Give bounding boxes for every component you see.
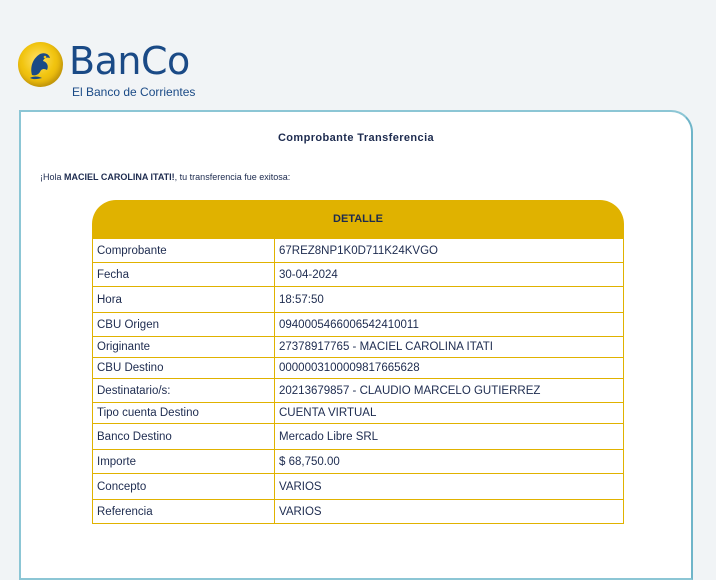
table-row	[93, 287, 624, 313]
row-label-comprobante: Comprobante	[93, 239, 275, 263]
table-row	[93, 424, 624, 450]
brand-tagline: El Banco de Corrientes	[72, 85, 196, 99]
detail-section	[92, 200, 624, 524]
detail-table	[92, 238, 624, 524]
row-value-referencia: VARIOS	[275, 500, 624, 524]
greeting-text	[40, 172, 290, 182]
row-label-cbu-destino: CBU Destino	[93, 358, 275, 379]
row-value-destinatario: 20213679857 - CLAUDIO MARCELO GUTIERREZ	[275, 379, 624, 403]
row-value-hora: 18:57:50	[275, 287, 624, 313]
receipt-card	[19, 110, 693, 580]
table-row	[93, 379, 624, 403]
row-value-cbu-destino: 0000003100009817665628	[275, 358, 624, 379]
greeting-suffix: , tu transferencia fue exitosa:	[174, 172, 291, 182]
row-label-concepto: Concepto	[93, 474, 275, 500]
page-title: Comprobante Transferencia	[277, 132, 435, 144]
row-value-concepto: VARIOS	[275, 474, 624, 500]
table-row	[93, 403, 624, 424]
row-value-banco-destino: Mercado Libre SRL	[275, 424, 624, 450]
fish-emblem-icon	[18, 42, 63, 87]
row-value-cbu-origen: 0940005466006542410011	[275, 313, 624, 337]
row-label-cbu-origen: CBU Origen	[93, 313, 275, 337]
table-row	[93, 263, 624, 287]
table-row	[93, 474, 624, 500]
table-row	[93, 358, 624, 379]
row-value-comprobante: 67REZ8NP1K0D711K24KVGO	[275, 239, 624, 263]
detail-header: DETALLE	[92, 200, 624, 238]
greeting-prefix: ¡Hola	[40, 172, 65, 182]
row-label-fecha: Fecha	[93, 263, 275, 287]
brand-name: BanCo	[69, 39, 190, 83]
row-label-originante: Originante	[93, 337, 275, 358]
row-value-importe: $ 68,750.00	[275, 450, 624, 474]
table-row	[93, 337, 624, 358]
row-value-tipo-cuenta: CUENTA VIRTUAL	[275, 403, 624, 424]
greeting-name: MACIEL CAROLINA ITATI!	[64, 172, 175, 182]
table-row	[93, 313, 624, 337]
row-label-banco-destino: Banco Destino	[93, 424, 275, 450]
bank-logo	[18, 39, 218, 102]
row-value-fecha: 30-04-2024	[275, 263, 624, 287]
row-label-destinatario: Destinatario/s:	[93, 379, 275, 403]
row-label-importe: Importe	[93, 450, 275, 474]
table-row	[93, 500, 624, 524]
table-row	[93, 239, 624, 263]
row-label-tipo-cuenta: Tipo cuenta Destino	[93, 403, 275, 424]
row-label-referencia: Referencia	[93, 500, 275, 524]
row-value-originante: 27378917765 - MACIEL CAROLINA ITATI	[275, 337, 624, 358]
table-row	[93, 450, 624, 474]
row-label-hora: Hora	[93, 287, 275, 313]
